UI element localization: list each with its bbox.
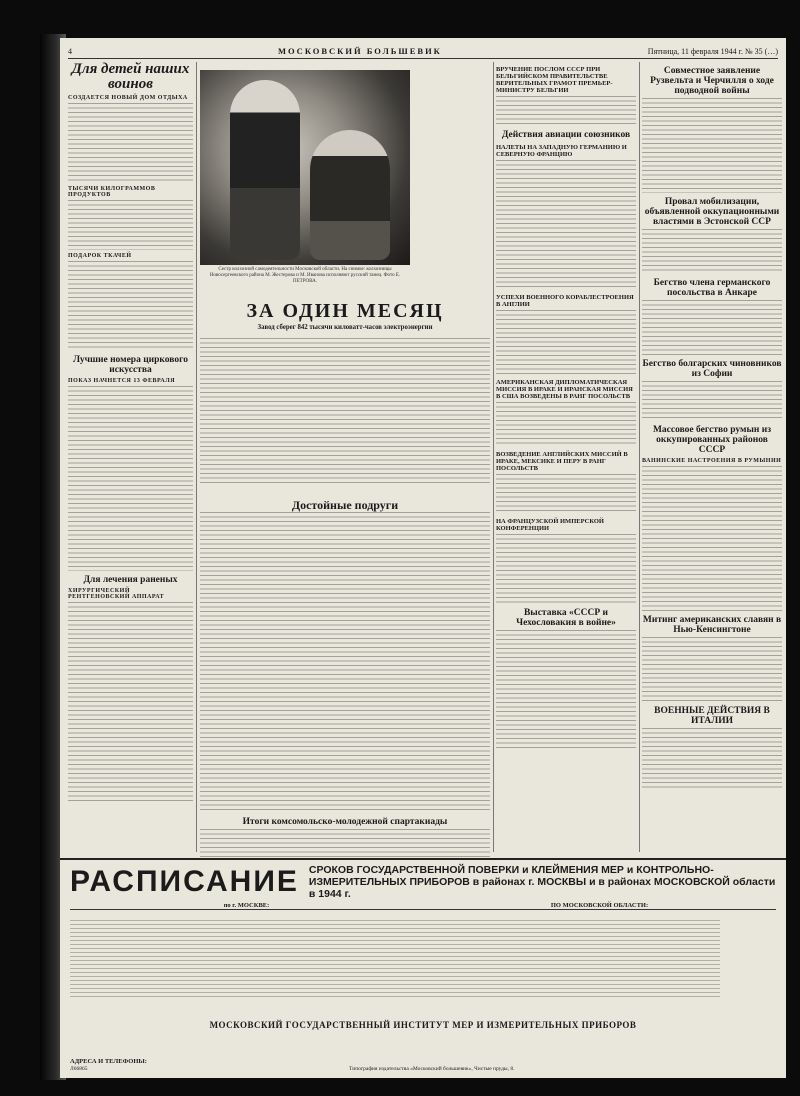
headline-exhibition: Выставка «СССР и Чехословакия в войне» <box>516 608 616 628</box>
headline-one-month: ЗА ОДИН МЕСЯЦ <box>246 300 444 322</box>
headline-slavs-rally: Митинг американских славян в Нью-Кенсингтоне <box>642 615 782 635</box>
column-rule <box>493 62 494 852</box>
headline-estonia: Провал мобилизации, объявленной оккупационными властями в Эстонской ССР <box>644 197 780 227</box>
masthead <box>68 44 778 59</box>
headline-italy: ВОЕННЫЕ ДЕЙСТВИЯ В ИТАЛИИ <box>654 706 770 726</box>
schedule-col-moscow: по г. МОСКВЕ: <box>70 902 423 910</box>
article-text <box>68 386 193 571</box>
headline-french-conference: НА ФРАНЦУЗСКОЙ ИМПЕРСКОЙ КОНФЕРЕНЦИИ <box>496 518 604 532</box>
headline-wounded: Для лечения раненых <box>83 575 178 585</box>
printer-info: Типография издательства «Московский большевик», Чистые пруды, 8. <box>349 1066 515 1072</box>
headline-roosevelt-churchill: Совместное заявление Рузвельта и Черчилля о ходе подводной войны <box>650 66 774 96</box>
page-number: 4 <box>68 46 72 56</box>
schedule-subtitle: СРОКОВ ГОСУДАРСТВЕННОЙ ПОВЕРКИ и КЛЕЙМЕНИЯ МЕР и КОНТРОЛЬНО-ИЗМЕРИТЕЛЬНЫХ ПРИБОРОВ в районах г. МОСКВЫ и в районах МОСКОВСКОЙ области в 1944 г. <box>308 864 776 900</box>
headline-iraq-mission: АМЕРИКАНСКАЯ ДИПЛОМАТИЧЕСКАЯ МИССИЯ В ИРАКЕ И ИРАНСКАЯ МИССИЯ В США ВОЗВЕДЕНЫ В РАНГ ПОСОЛЬСТВ <box>496 379 633 400</box>
dancer-figure <box>310 130 390 260</box>
article-friends <box>200 496 490 812</box>
headline-ankara: Бегство члена германского посольства в Анкаре <box>653 278 771 298</box>
column-1 <box>68 62 193 852</box>
article-energy <box>200 336 490 486</box>
schedule-table <box>70 920 720 1000</box>
article-text <box>68 103 193 183</box>
column-4 <box>642 62 782 852</box>
schedule-col-region: ПО МОСКОВСКОЙ ОБЛАСТИ: <box>423 902 776 910</box>
headline-spartakiad: Итоги комсомольско-молодежной спартакиады <box>242 817 448 827</box>
headline-shipbuilding: УСПЕХИ ВОЕННОГО КОРАБЛЕСТРОЕНИЯ В АНГЛИИ <box>496 294 634 308</box>
print-code: Л66865 <box>70 1066 88 1072</box>
newspaper-page <box>60 38 786 1078</box>
issue-date: Пятница, 11 февраля 1944 г. № 35 (…) <box>647 46 778 56</box>
subhead-rest-home: СОЗДАЕТСЯ НОВЫЙ ДОМ ОТДЫХА <box>68 95 188 101</box>
subhead-romania: ВАНИНСКИЕ НАСТРОЕНИЯ В РУМЫНИИ <box>642 458 782 464</box>
column-rule <box>196 62 197 852</box>
schedule-title: РАСПИСАНИЕ <box>70 865 299 898</box>
schedule-advertisement <box>60 858 786 1050</box>
subhead-energy: Завод сберег 842 тысячи киловатт-часов электроэнергии <box>257 324 433 331</box>
imprint-line <box>70 1066 776 1072</box>
subhead-raids: НАЛЕТЫ НА ЗАПАДНУЮ ГЕРМАНИЮ И СЕВЕРНУЮ ФРАНЦИЮ <box>496 144 627 158</box>
subhead-circus: ПОКАЗ НАЧНЕТСЯ 13 ФЕВРАЛЯ <box>68 378 176 384</box>
article-spartakiad <box>200 813 490 859</box>
dancer-figure <box>230 80 300 260</box>
photo-dancers <box>200 70 410 265</box>
subhead-xray: ХИРУРГИЧЕСКИЙ РЕНТГЕНОВСКИЙ АППАРАТ <box>68 588 165 600</box>
article-text <box>68 602 193 802</box>
headline-children: Для детей наших воинов <box>71 62 190 92</box>
headline-aviation: Действия авиации союзников <box>501 130 631 140</box>
headline-romanians: Массовое бегство румын из оккупированных районов СССР <box>652 425 772 455</box>
column-3 <box>496 62 636 852</box>
addresses-label: АДРЕСА И ТЕЛЕФОНЫ: <box>70 1058 147 1065</box>
article-text <box>68 261 193 351</box>
schedule-footer: МОСКОВСКИЙ ГОСУДАРСТВЕННЫЙ ИНСТИТУТ МЕР И ИЗМЕРИТЕЛЬНЫХ ПРИБОРОВ <box>209 1020 637 1030</box>
headline-sofia: Бегство болгарских чиновников из Софии <box>642 359 782 379</box>
subhead-weavers: ПОДАРОК ТКАЧЕЙ <box>68 253 132 259</box>
headline-belgium: ВРУЧЕНИЕ ПОСЛОМ СССР ПРИ БЕЛЬГИЙСКОМ ПРАВИТЕЛЬСТВЕ ВЕРИТЕЛЬНЫХ ГРАМОТ ПРЕМЬЕР-МИНИСТРУ БЕЛЬГИИ <box>496 66 613 94</box>
column-rule <box>639 62 640 852</box>
article-text <box>68 200 193 250</box>
subhead-products: ТЫСЯЧИ КИЛОГРАММОВ ПРОДУКТОВ <box>68 186 156 198</box>
headline-friends: Достойные подруги <box>291 498 399 512</box>
headline-english-missions: ВОЗВЕДЕНИЕ АНГЛИЙСКИХ МИССИЙ В ИРАКЕ, МЕКСИКЕ И ПЕРУ В РАНГ ПОСОЛЬСТВ <box>496 451 628 472</box>
paper-name: МОСКОВСКИЙ БОЛЬШЕВИК <box>277 46 442 56</box>
photo-caption: Сестр колхозной самодеятельности Московской области. На снимке: колхозницы Новосергеевского района М. Жестерова и М. Иванова исполняют русский танец. Фото Е. ПЕТРОВА. <box>209 267 401 284</box>
headline-circus: Лучшие номера циркового искусства <box>73 355 188 375</box>
